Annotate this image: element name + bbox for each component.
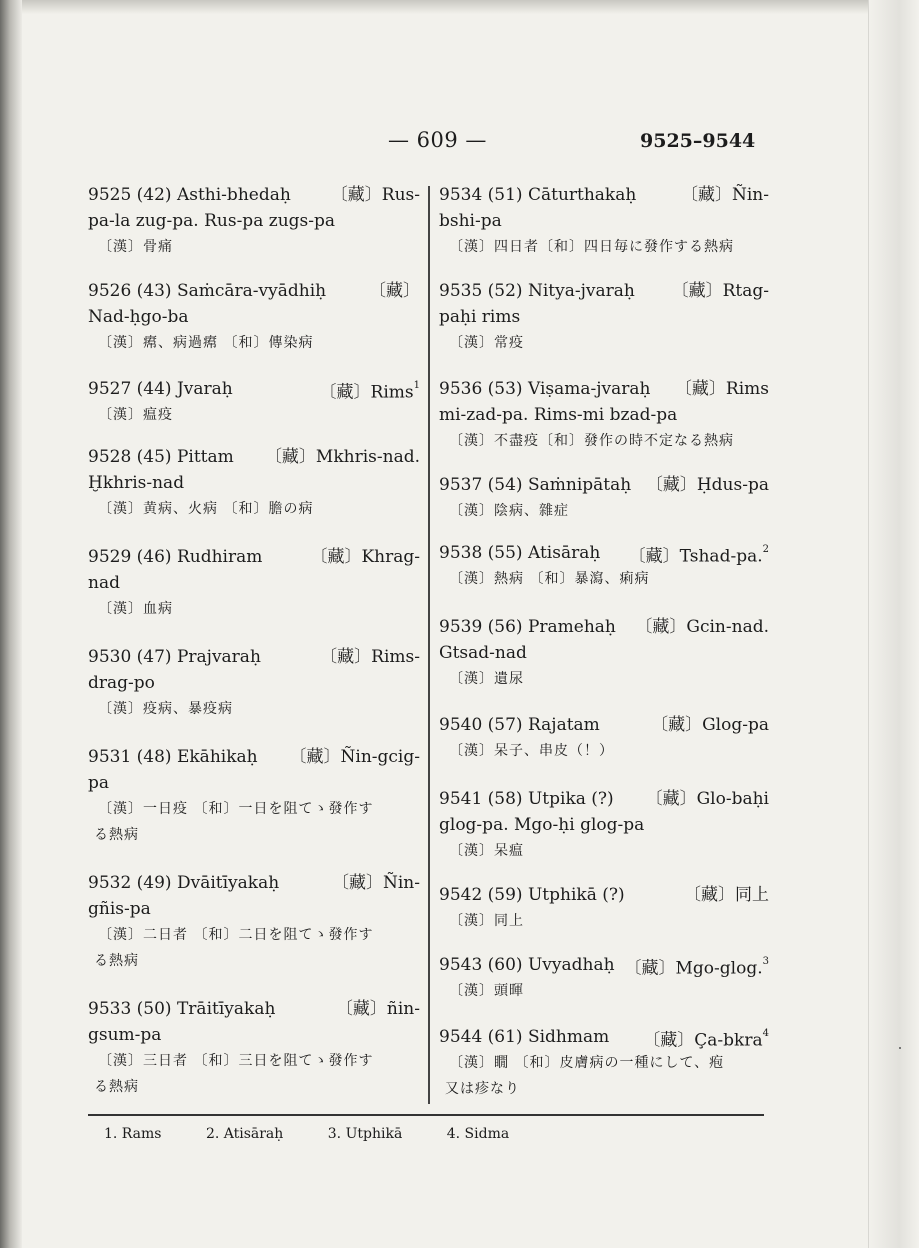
dictionary-entry — [439, 472, 769, 524]
entry-sanskrit: Ḫkhris-nad — [88, 473, 185, 493]
entry-headword-line — [439, 182, 769, 208]
entry-sanskrit: 9534 (51) Cāturthakaḥ — [439, 185, 637, 205]
entry-tibetan — [369, 278, 420, 304]
entry-tibetan — [675, 376, 769, 402]
entry-tibetan — [331, 182, 420, 208]
entry-sanskrit: 9544 (61) Sidhmam — [439, 1027, 610, 1047]
entry-sanskrit: mi-zad-pa. Rims-mi bzad-pa — [439, 405, 678, 425]
footnote-marker: 1 — [413, 380, 420, 391]
footnote-3: 3. Utphikā — [327, 1126, 403, 1142]
entry-sanskrit: 9541 (58) Utpika (?) — [439, 789, 614, 809]
entry-headword-line — [88, 278, 420, 304]
entry-headword-line — [88, 996, 420, 1022]
entry-headword-line — [439, 952, 769, 978]
dictionary-entry — [88, 644, 420, 722]
entry-gloss: 〔漢〕黄病、火病 〔和〕膽の病 — [98, 501, 314, 517]
entry-headword-line — [439, 278, 769, 304]
entry-headword-line — [439, 786, 769, 812]
entry-headword-line — [439, 540, 769, 566]
entry-gloss: 〔漢〕二日者 〔和〕二日を阻てゝ發作す — [98, 927, 374, 943]
footnote-marker: 3 — [762, 956, 769, 967]
entry-gloss: 〔漢〕四日者〔和〕四日毎に發作する熱病 — [449, 239, 734, 255]
entry-headword-line — [439, 882, 769, 908]
entry-tibetan-text: 〔藏〕Ḥdus-pa — [645, 475, 769, 495]
entry-tibetan-text: 〔藏〕Ça-bkra — [643, 1030, 763, 1051]
entry-tibetan — [646, 472, 769, 498]
entry-gloss: 〔漢〕遺尿 — [449, 671, 524, 687]
dictionary-entry — [439, 540, 769, 592]
entry-gloss: 〔漢〕血病 — [98, 601, 173, 617]
dictionary-entry — [439, 786, 769, 864]
scan-right-margin — [868, 0, 919, 1248]
entry-gloss: 〔漢〕呆瘟 — [449, 843, 524, 859]
entry-headword-line — [439, 1024, 769, 1050]
entry-tibetan — [672, 278, 769, 304]
entry-tibetan — [310, 544, 420, 570]
margin-marks — [881, 1020, 911, 1060]
entry-sanskrit: gsum-pa — [88, 1025, 162, 1045]
dictionary-entry — [439, 952, 769, 1004]
entry-gloss: 〔漢〕三日者 〔和〕三日を阻てゝ發作す — [98, 1053, 374, 1069]
entry-tibetan — [681, 182, 769, 208]
entry-sanskrit: 9529 (46) Rudhiram — [88, 547, 263, 567]
entry-tibetan — [290, 744, 420, 770]
footnote-2: 2. Atisāraḥ — [205, 1126, 284, 1142]
entry-gloss: 〔漢〕同上 — [449, 913, 524, 929]
entry-tibetan-text: 〔藏〕Ñin-gcig- — [289, 747, 420, 767]
entry-sanskrit: glog-pa. Mgo-ḥi glog-pa — [439, 815, 645, 835]
entry-continuation-line — [439, 640, 769, 666]
entry-sanskrit: 9538 (55) Atisāraḥ — [439, 543, 601, 563]
footnote-marker: 4 — [762, 1028, 769, 1039]
dictionary-entry — [439, 614, 769, 692]
entry-sanskrit: Gtsad-nad — [439, 643, 527, 663]
entry-gloss: 〔漢〕骨痛 — [98, 239, 173, 255]
entry-headword-line — [88, 544, 420, 570]
entry-sanskrit: drag-po — [88, 673, 155, 693]
entry-gloss: 〔漢〕𤸷、病過𤸷 〔和〕傳染病 — [98, 335, 314, 351]
entry-continuation-line — [88, 304, 420, 330]
entry-gloss: 〔漢〕一日疫 〔和〕一日を阻てゝ發作す — [98, 801, 374, 817]
entry-tibetan-text: 〔藏〕Khrag- — [310, 547, 420, 567]
footnote-1: 1. Rams — [104, 1126, 162, 1142]
entry-tibetan — [332, 870, 420, 896]
entry-tibetan — [320, 644, 420, 670]
entry-headword-line — [439, 712, 769, 738]
entry-sanskrit: 9542 (59) Utphikā (?) — [439, 885, 625, 905]
entry-headword-line — [439, 472, 769, 498]
scan-top-edge — [0, 0, 919, 14]
entry-gloss: る熱病 — [94, 1079, 139, 1095]
entry-gloss: 〔漢〕常疫 — [449, 335, 524, 351]
dictionary-entry — [439, 1024, 769, 1102]
entry-headword-line — [88, 182, 420, 208]
dictionary-entry — [88, 182, 420, 260]
dictionary-entry — [88, 544, 420, 622]
entry-sanskrit: gñis-pa — [88, 899, 151, 919]
footnote-marker: 2 — [762, 544, 769, 555]
entry-sanskrit: 9532 (49) Dvāitīyakaḥ — [88, 873, 280, 893]
dictionary-entry — [88, 376, 420, 428]
entry-gloss: 〔漢〕呆子、串皮（！） — [449, 743, 614, 759]
entry-sanskrit: 9535 (52) Nitya-jvaraḥ — [439, 281, 635, 301]
entry-tibetan-text: 〔藏〕 — [369, 281, 420, 301]
entry-tibetan-text: 〔藏〕Ñin- — [680, 185, 769, 205]
dictionary-entry — [88, 870, 420, 974]
entry-gloss: る熱病 — [94, 953, 139, 969]
entry-headword-line — [88, 644, 420, 670]
entry-continuation-line — [88, 208, 420, 234]
entry-tibetan-text: 〔藏〕Mgo-glog. — [624, 958, 763, 979]
entry-tibetan-text: 〔藏〕Rtag- — [671, 281, 769, 301]
entry-gloss: 〔漢〕頭暉 — [449, 983, 524, 999]
entry-headword-line — [88, 870, 420, 896]
entry-headword-line — [88, 444, 420, 470]
entry-continuation-line — [439, 812, 769, 838]
entry-tibetan-text: 〔藏〕Rims — [674, 379, 769, 399]
entry-gloss: 〔漢〕陰病、雜症 — [449, 503, 569, 519]
dictionary-entry — [88, 996, 420, 1100]
entry-continuation-line — [88, 670, 420, 696]
entry-sanskrit: 9537 (54) Saṁnipātaḥ — [439, 475, 632, 495]
entry-sanskrit: 9540 (57) Rajatam — [439, 715, 600, 735]
entry-continuation-line — [88, 1022, 420, 1048]
entry-sanskrit: pa-la zug-pa. Rus-pa zugs-pa — [88, 211, 336, 231]
scan-binding-shadow — [0, 0, 22, 1248]
dictionary-entry — [439, 278, 769, 356]
dictionary-entry — [439, 182, 769, 260]
entry-tibetan — [646, 786, 769, 812]
entry-tibetan — [635, 614, 769, 640]
entry-tibetan — [336, 996, 420, 1022]
entry-sanskrit: 9530 (47) Prajvaraḥ — [88, 647, 261, 667]
entry-tibetan — [265, 444, 420, 470]
entry-continuation-line — [88, 570, 420, 596]
entry-sanskrit: 9539 (56) Pramehaḥ — [439, 617, 616, 637]
entry-sanskrit: 9536 (53) Viṣama-jvaraḥ — [439, 379, 651, 399]
entry-tibetan-text: 〔藏〕Rus- — [330, 185, 420, 205]
footnote-4: 4. Sidma — [446, 1126, 510, 1142]
entry-sanskrit: 9525 (42) Asthi-bhedaḥ — [88, 185, 291, 205]
entry-sanskrit: 9543 (60) Uvyadhaḥ — [439, 955, 615, 975]
entry-gloss: 又は疹なり — [445, 1081, 520, 1097]
entry-sanskrit: 9528 (45) Pittam — [88, 447, 234, 467]
entry-tibetan-text: 〔藏〕ñin- — [335, 999, 420, 1019]
entry-tibetan-text: 〔藏〕Mkhris-nad. — [264, 447, 420, 467]
entry-gloss: る熱病 — [94, 827, 139, 843]
entry-tibetan — [651, 712, 769, 738]
entry-sanskrit: Nad-ḥgo-ba — [88, 307, 189, 327]
entry-headword-line — [88, 744, 420, 770]
entry-tibetan-text: 〔藏〕Rims — [319, 382, 414, 403]
dictionary-entry — [88, 444, 420, 522]
dictionary-entry — [439, 712, 769, 764]
dictionary-entry — [439, 376, 769, 454]
page-number: — 609 — — [388, 128, 487, 152]
entry-sanskrit: 9531 (48) Ekāhikaḥ — [88, 747, 258, 767]
entry-sanskrit: bshi-pa — [439, 211, 502, 231]
entry-gloss: 〔漢〕疫病、暴疫病 — [98, 701, 233, 717]
entry-range: 9525–9544 — [640, 130, 756, 152]
entry-tibetan-text: 〔藏〕Rims- — [320, 647, 420, 667]
entry-tibetan-text: 〔藏〕Glog-pa — [651, 715, 769, 735]
dictionary-entry — [88, 278, 420, 356]
entry-sanskrit: pa — [88, 773, 110, 793]
entry-tibetan-text: 〔藏〕Tshad-pa. — [628, 546, 763, 567]
entry-sanskrit: 9526 (43) Saṁcāra-vyādhiḥ — [88, 281, 327, 301]
entry-tibetan-text: 〔藏〕Ñin- — [331, 873, 420, 893]
entry-gloss: 〔漢〕瘟疫 — [98, 407, 173, 423]
entry-tibetan-text: 〔藏〕Glo-baḥi — [645, 789, 769, 809]
entry-continuation-line — [88, 896, 420, 922]
entry-continuation-line — [439, 402, 769, 428]
entry-gloss: 〔漢〕不盡疫〔和〕發作の時不定なる熱病 — [449, 433, 734, 449]
entry-tibetan-text: 〔藏〕Gcin-nad. — [635, 617, 769, 637]
entry-sanskrit: 9527 (44) Jvaraḥ — [88, 379, 233, 399]
entry-headword-line — [439, 614, 769, 640]
entry-continuation-line — [439, 304, 769, 330]
dictionary-entry — [439, 882, 769, 934]
entry-gloss: 〔漢〕熱病 〔和〕暴瀉、痢病 — [449, 571, 650, 587]
dictionary-entry — [88, 744, 420, 848]
entry-headword-line — [88, 376, 420, 402]
entry-sanskrit: nad — [88, 573, 120, 593]
footnote-rule — [88, 1114, 764, 1116]
entry-tibetan — [684, 882, 769, 908]
entry-continuation-line — [88, 470, 420, 496]
entry-continuation-line — [88, 770, 420, 796]
column-divider — [428, 186, 430, 1104]
footnotes — [104, 1126, 549, 1142]
entry-gloss: 〔漢〕瞯 〔和〕皮膚病の一種にして、疱 — [449, 1055, 725, 1071]
entry-sanskrit: paḥi rims — [439, 307, 521, 327]
entry-continuation-line — [439, 208, 769, 234]
entry-headword-line — [439, 376, 769, 402]
entry-sanskrit: 9533 (50) Trāitīyakaḥ — [88, 999, 276, 1019]
entry-tibetan-text: 〔藏〕同上 — [684, 885, 769, 905]
